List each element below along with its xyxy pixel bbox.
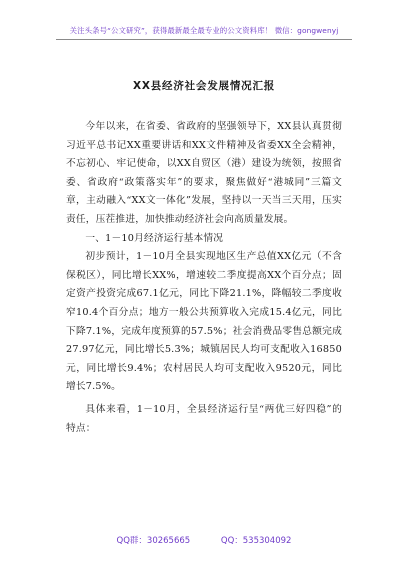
header-note: 关注头条号“公文研究”，获得最新最全最专业的公文资料库！ 微信：gongwenyj — [69, 26, 339, 35]
footer-qq-group: QQ群：30265665 — [116, 536, 191, 546]
header-divider — [56, 39, 352, 40]
footer-qq-number: QQ：535304092 — [220, 536, 292, 546]
section-heading: 一、1－10月经济运行基本情况 — [85, 232, 224, 244]
document-body — [66, 118, 342, 438]
paragraph-intro: 今年以来，在省委、省政府的坚强领导下，XX县认真贯彻习近平总书记XX重要讲话和XX文件精神及省委XX全会精神，不忘初心、牢记使命，以XX自贸区（港）建设为统领，按照省委、省政府“政策落实年”的要求，聚焦做好“港城同”三篇文章，主动融入“XX文一体化”发展，坚持以一天当三天用，压实责任，压茬推进，加快推动经济社会向高质量发展。 — [66, 121, 342, 225]
paragraph-statistics: 初步预计，1－10月全县实现地区生产总值XX亿元（不含保税区），同比增长XX%，增速较二季度提高XX个百分点；固定资产投资完成67.1亿元，同比下降21.1%，降幅较二季度收窄10.4个百分点；地方一般公共预算收入完成15.4亿元，同比下降7.1%，完成年度预算的57.5%；社会消费品零售总额完成27.97亿元，同比增长5.3%；城镇居民人均可支配收入16850元，同比增长9.4%；农村居民人均可支配收入9520元，同比增长7.5%。 — [66, 251, 342, 393]
document-title: XX县经济社会发展情况汇报 — [132, 80, 276, 92]
paragraph-summary: 具体来看，1－10月，全县经济运行呈“两优三好四稳”的特点： — [66, 403, 342, 434]
footer-contact — [0, 534, 408, 546]
